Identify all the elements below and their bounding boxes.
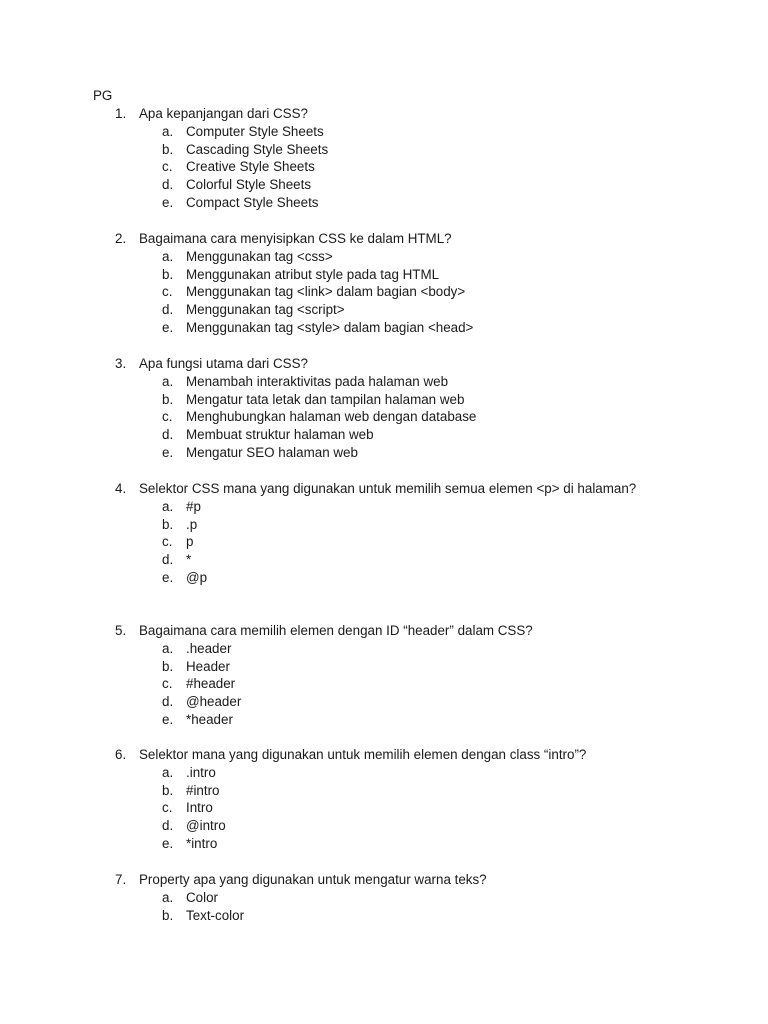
- option-text: Mengatur SEO halaman web: [186, 444, 358, 460]
- option-letter: e.: [162, 569, 174, 585]
- option-row: [0, 658, 768, 676]
- option-row: [0, 391, 768, 409]
- option-letter: e.: [162, 835, 174, 851]
- option-row: [0, 248, 768, 266]
- option-text: .p: [186, 516, 198, 532]
- option-letter: d.: [162, 302, 174, 318]
- question-3: [0, 355, 768, 462]
- option-text: Computer Style Sheets: [186, 123, 324, 139]
- option-row: [0, 551, 768, 569]
- option-letter: c.: [162, 676, 173, 692]
- option-text: .header: [186, 640, 232, 656]
- option-letter: b.: [162, 391, 174, 407]
- option-text: Compact Style Sheets: [186, 194, 319, 210]
- option-row: [0, 194, 768, 212]
- option-letter: b.: [162, 907, 174, 923]
- option-letter: b.: [162, 782, 174, 798]
- option-letter: d.: [162, 818, 174, 834]
- option-letter: e.: [162, 194, 174, 210]
- question-text: Selektor CSS mana yang digunakan untuk memilih semua elemen <p> di halaman?: [139, 481, 637, 496]
- question-row: [0, 871, 768, 889]
- question-row: [0, 355, 768, 373]
- option-letter: c.: [162, 800, 173, 816]
- option-row: [0, 569, 768, 587]
- option-text: #header: [186, 676, 236, 692]
- option-text: Text-color: [186, 907, 245, 923]
- option-row: [0, 266, 768, 284]
- option-row: [0, 907, 768, 925]
- option-letter: d.: [162, 177, 174, 193]
- option-row: [0, 408, 768, 426]
- option-text: Menggunakan tag <css>: [186, 248, 333, 264]
- question-row: [0, 622, 768, 640]
- option-text: Creative Style Sheets: [186, 159, 315, 175]
- option-row: [0, 711, 768, 729]
- option-letter: c.: [162, 284, 173, 300]
- option-letter: a.: [162, 640, 174, 656]
- question-row: [0, 105, 768, 123]
- option-letter: b.: [162, 658, 174, 674]
- question-1: [0, 105, 768, 212]
- option-row: [0, 123, 768, 141]
- question-text: Selektor mana yang digunakan untuk memilih elemen dengan class “intro”?: [139, 747, 587, 762]
- question-number: 4.: [115, 481, 127, 496]
- option-text: Menggunakan tag <script>: [186, 302, 345, 318]
- question-row: [0, 480, 768, 498]
- question-number: 5.: [115, 623, 127, 638]
- option-row: [0, 835, 768, 853]
- option-text: *intro: [186, 835, 218, 851]
- option-text: @intro: [186, 818, 226, 834]
- option-text: *: [186, 552, 192, 568]
- option-row: [0, 675, 768, 693]
- option-letter: c.: [162, 159, 173, 175]
- option-text: Menggunakan tag <style> dalam bagian <head>: [186, 319, 474, 335]
- option-text: Membuat struktur halaman web: [186, 427, 374, 443]
- option-text: #intro: [186, 782, 220, 798]
- option-letter: d.: [162, 427, 174, 443]
- option-row: [0, 693, 768, 711]
- option-letter: b.: [162, 141, 174, 157]
- option-letter: a.: [162, 889, 174, 905]
- option-row: [0, 764, 768, 782]
- question-7: [0, 871, 768, 924]
- option-letter: a.: [162, 764, 174, 780]
- question-number: 1.: [115, 106, 127, 121]
- option-row: [0, 817, 768, 835]
- question-row: [0, 230, 768, 248]
- option-row: [0, 799, 768, 817]
- question-number: 7.: [115, 872, 127, 887]
- option-text: @p: [186, 569, 208, 585]
- option-letter: e.: [162, 319, 174, 335]
- option-row: [0, 498, 768, 516]
- question-text: Apa kepanjangan dari CSS?: [139, 106, 308, 121]
- option-text: Cascading Style Sheets: [186, 141, 329, 157]
- option-row: [0, 141, 768, 159]
- option-row: [0, 373, 768, 391]
- option-row: [0, 319, 768, 337]
- option-row: [0, 301, 768, 319]
- option-row: [0, 176, 768, 194]
- option-letter: b.: [162, 266, 174, 282]
- section-label: PG: [93, 88, 113, 103]
- option-text: Menggunakan atribut style pada tag HTML: [186, 266, 440, 282]
- option-row: [0, 283, 768, 301]
- option-text: Header: [186, 658, 230, 674]
- option-text: Menghubungkan halaman web dengan database: [186, 409, 477, 425]
- option-letter: b.: [162, 516, 174, 532]
- question-text: Apa fungsi utama dari CSS?: [139, 356, 308, 371]
- option-text: @header: [186, 694, 242, 710]
- option-text: Colorful Style Sheets: [186, 177, 312, 193]
- option-row: [0, 782, 768, 800]
- question-4: [0, 480, 768, 587]
- option-text: Mengatur tata letak dan tampilan halaman web: [186, 391, 465, 407]
- question-text: Property apa yang digunakan untuk mengatur warna teks?: [139, 872, 487, 887]
- option-text: #p: [186, 498, 201, 514]
- option-text: Menggunakan tag <link> dalam bagian <body>: [186, 284, 466, 300]
- question-text: Bagaimana cara menyisipkan CSS ke dalam HTML?: [139, 231, 452, 246]
- question-row: [0, 746, 768, 764]
- option-letter: a.: [162, 123, 174, 139]
- option-row: [0, 640, 768, 658]
- option-row: [0, 426, 768, 444]
- option-row: [0, 516, 768, 534]
- option-letter: c.: [162, 534, 173, 550]
- question-number: 3.: [115, 356, 127, 371]
- question-5: [0, 622, 768, 729]
- option-letter: e.: [162, 711, 174, 727]
- option-text: Color: [186, 889, 218, 905]
- option-letter: d.: [162, 694, 174, 710]
- option-row: [0, 444, 768, 462]
- option-text: Menambah interaktivitas pada halaman web: [186, 373, 449, 389]
- option-row: [0, 889, 768, 907]
- option-letter: a.: [162, 498, 174, 514]
- option-letter: e.: [162, 444, 174, 460]
- option-text: *header: [186, 711, 233, 727]
- question-6: [0, 746, 768, 853]
- question-number: 2.: [115, 231, 127, 246]
- option-letter: a.: [162, 373, 174, 389]
- option-text: .intro: [186, 764, 216, 780]
- option-row: [0, 533, 768, 551]
- option-text: p: [186, 534, 194, 550]
- option-text: Intro: [186, 800, 213, 816]
- option-row: [0, 158, 768, 176]
- option-letter: d.: [162, 552, 174, 568]
- question-text: Bagaimana cara memilih elemen dengan ID “header” dalam CSS?: [139, 623, 533, 638]
- option-letter: c.: [162, 409, 173, 425]
- question-2: [0, 230, 768, 337]
- option-letter: a.: [162, 248, 174, 264]
- question-number: 6.: [115, 747, 127, 762]
